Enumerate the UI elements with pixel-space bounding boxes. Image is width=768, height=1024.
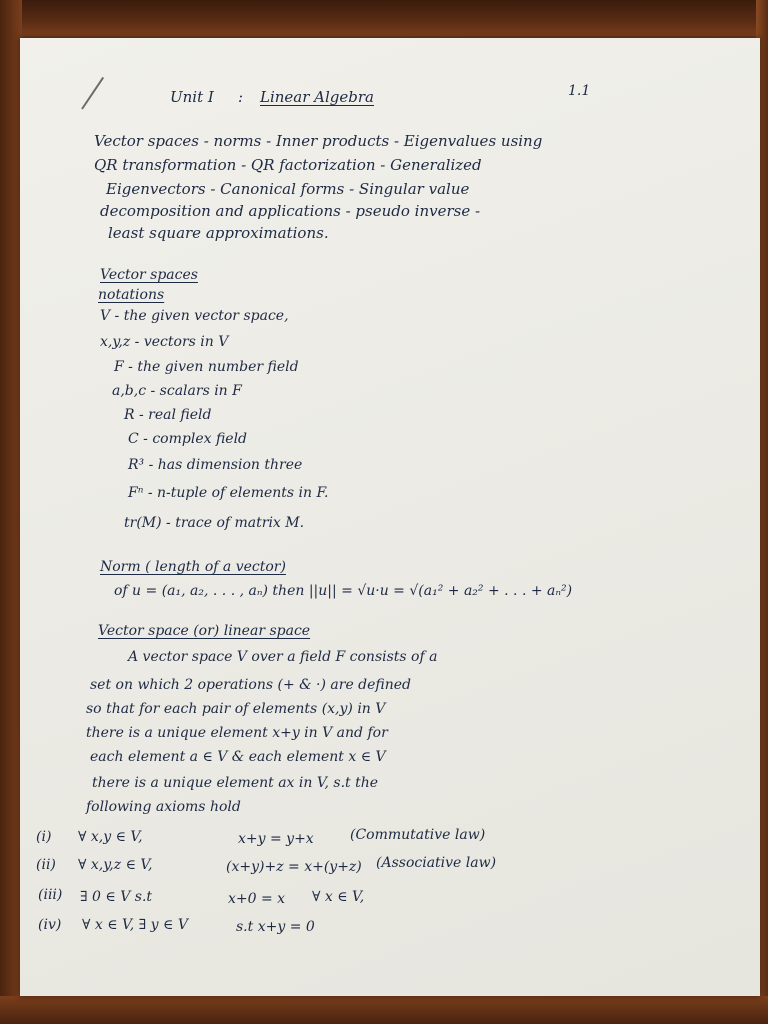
page-number: 1.1 <box>568 83 591 99</box>
notation-item: a,b,c - scalars in F <box>112 383 242 399</box>
wood-background-left <box>0 0 22 1024</box>
axiom-number: (ii) <box>36 857 56 873</box>
section-heading-norm: Norm ( length of a vector) <box>100 559 286 575</box>
notation-item: V - the given vector space, <box>100 308 289 324</box>
notation-item: tr(M) - trace of matrix M. <box>124 515 305 531</box>
section-heading-vector-space-definition: Vector space (or) linear space <box>98 623 311 639</box>
definition-line: there is a unique element ax in V, s.t the <box>92 775 379 791</box>
axiom-condition: ∀ x ∈ V, ∃ y ∈ V <box>82 917 188 933</box>
unit-label: Unit I <box>170 88 214 106</box>
axiom-number: (iii) <box>38 887 63 903</box>
axiom-expression: x+y = y+x <box>238 831 314 847</box>
definition-line: following axioms hold <box>86 799 241 815</box>
axiom-expression: (x+y)+z = x+(y+z) <box>226 859 362 875</box>
pen-stroke-mark <box>81 77 104 110</box>
axiom-number: (iv) <box>38 917 62 933</box>
syllabus-line: decomposition and applications - pseudo inverse - <box>100 202 481 220</box>
axiom-condition: ∀ x,y ∈ V, <box>78 829 143 845</box>
axiom-law: ∀ x ∈ V, <box>312 889 365 905</box>
definition-line: A vector space V over a field F consists of a <box>128 649 438 665</box>
axiom-expression: x+0 = x <box>228 891 286 907</box>
notes-page <box>20 38 760 996</box>
syllabus-line: Eigenvectors - Canonical forms - Singular value <box>106 180 470 198</box>
wood-background-bottom <box>0 996 768 1024</box>
notation-item: R³ - has dimension three <box>128 457 303 473</box>
syllabus-line: Vector spaces - norms - Inner products - Eigenvalues using <box>94 132 543 150</box>
axiom-condition: ∃ 0 ∈ V s.t <box>80 889 153 905</box>
axiom-number: (i) <box>36 829 52 845</box>
notation-item: Fⁿ - n-tuple of elements in F. <box>128 485 329 501</box>
syllabus-line: QR transformation - QR factorization - Generalized <box>94 156 482 174</box>
axiom-law: (Associative law) <box>376 855 497 871</box>
definition-line: so that for each pair of elements (x,y) in V <box>86 701 386 717</box>
axiom-expression: s.t x+y = 0 <box>236 919 315 935</box>
notation-item: R - real field <box>124 407 212 423</box>
notation-item: F - the given number field <box>114 359 299 375</box>
page-title: Linear Algebra <box>260 88 375 106</box>
wood-background-top <box>0 0 768 36</box>
syllabus-line: least square approximations. <box>108 224 329 242</box>
definition-line: each element a ∈ V & each element x ∈ V <box>90 749 386 765</box>
definition-line: set on which 2 operations (+ & ·) are defined <box>90 677 412 693</box>
norm-formula: of u = (a₁, a₂, . . . , aₙ) then ||u|| = √u·u = √(a₁² + a₂² + . . . + aₙ²) <box>114 583 573 599</box>
axiom-condition: ∀ x,y,z ∈ V, <box>78 857 153 873</box>
axiom-law: (Commutative law) <box>350 827 486 843</box>
notation-item: x,y,z - vectors in V <box>100 334 229 350</box>
notation-item: C - complex field <box>128 431 248 447</box>
section-heading-vector-spaces: Vector spaces <box>100 267 198 283</box>
definition-line: there is a unique element x+y in V and for <box>86 725 388 741</box>
section-subheading-notations: notations <box>98 287 165 303</box>
header-colon: : <box>238 88 244 106</box>
